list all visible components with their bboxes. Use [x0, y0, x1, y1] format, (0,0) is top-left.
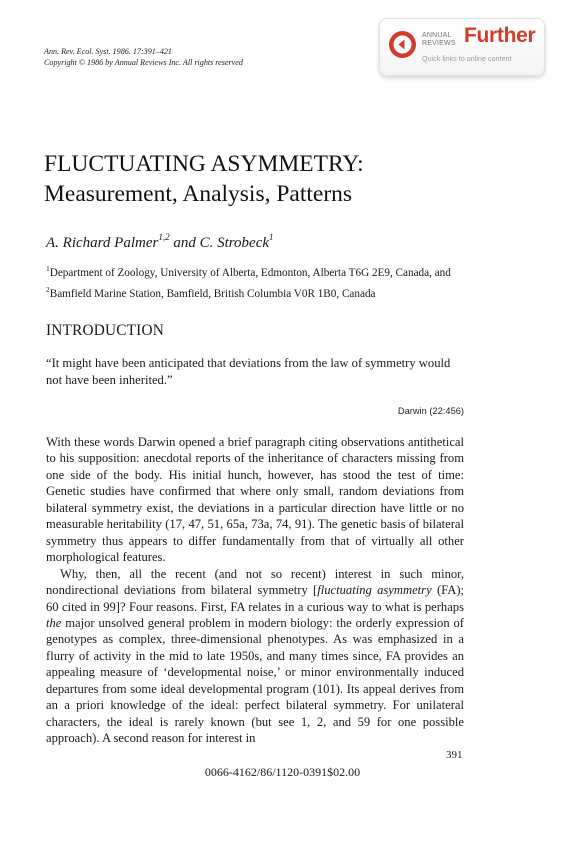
author-conjunction: and — [169, 235, 200, 251]
author-affiliation-marker: 1,2 — [158, 232, 170, 242]
text-run: Why, then, all the recent (and not so recent) interest in such minor, nondirectional deviations from bilateral symmetry [ — [46, 566, 464, 598]
copyright-line: Copyright © 1986 by Annual Reviews Inc. All rights reserved — [44, 57, 243, 67]
paragraph: With these words Darwin opened a brief paragraph citing observations antithetical to his supposition: anecdotal reports of the inheritance of characters missing from one side of the body. His initial hunch, however, has stood the test of time: Genetic studies have confirmed that where only small, random deviations from bilateral symmetry exist, the deviations in a particular direction have little or no measurable heritability (17, 47, 51, 65a, 73a, 74, 91). The genetic basis of bilateral symmetry thus appears to differ fundamentally from that of virtually all other morphological features. — [46, 435, 464, 565]
affiliations — [46, 261, 466, 302]
further-tagline: Quick links to online content — [422, 54, 512, 63]
title-line: FLUCTUATING ASYMMETRY: — [44, 151, 364, 177]
affiliation-marker: 1 — [46, 264, 50, 273]
play-arrow-icon — [389, 31, 416, 58]
journal-citation — [44, 47, 243, 68]
paragraph — [46, 566, 464, 747]
body-text — [46, 434, 464, 747]
author-list — [46, 232, 274, 252]
emphasis: the — [46, 615, 62, 630]
section-heading: INTRODUCTION — [46, 322, 164, 339]
subtitle-line: Measurement, Analysis, Patterns — [44, 181, 353, 207]
author-name: C. Strobeck — [199, 235, 270, 251]
page-number: 391 — [446, 749, 463, 761]
annual-reviews-logo-text — [422, 32, 456, 47]
article-title — [44, 149, 364, 209]
brand-line: ANNUAL — [422, 32, 452, 39]
further-label: Further — [464, 24, 536, 47]
emphasis: fluctuating asymmetry — [317, 583, 432, 598]
document-code: 0066-4162/86/1120-0391$02.00 — [204, 765, 361, 779]
further-links-badge[interactable] — [379, 18, 545, 76]
quote-attribution: Darwin (22:456) — [397, 406, 464, 416]
journal-citation-line: Ann. Rev. Ecol. Syst. 1986. 17:391–421 — [44, 47, 172, 56]
affiliation-text: Department of Zoology, University of Alberta, Edmonton, Alberta T6G 2E9, Canada, and — [49, 267, 451, 279]
author-name: A. Richard Palmer — [46, 235, 159, 251]
affiliation-marker: 2 — [46, 284, 50, 294]
text-run: (FA); 60 cited in 99]? Four reasons. First, FA relates in a curious way to what is perhaps — [46, 583, 465, 614]
affiliation-text: Bamfield Marine Station, Bamfield, British Columbia V0R 1B0, Canada — [49, 287, 376, 300]
brand-line: REVIEWS — [422, 39, 456, 47]
author-affiliation-marker: 1 — [269, 232, 274, 242]
epigraph-quote: “It might have been anticipated that deviations from the law of symmetry would not have been inherited.” — [46, 356, 451, 387]
text-run: major unsolved general problem in modern biology: the orderly expression of genotypes as complex, three-dimensional phenotypes. As was emphasized in a flurry of activity in the mid to late 1950s, and many times since, FA provides an appealing measure of ‘developmental noise,’ or minor environmentally induced departures from some ideal developmental program (101). Its appeal derives from an a priori knowledge of the ideal: perfect bilateral symmetry. For unilateral characters, the ideal is rarely known (but see 1, 2, and 59 for one possible approach). A second reason for interest in — [46, 615, 464, 746]
